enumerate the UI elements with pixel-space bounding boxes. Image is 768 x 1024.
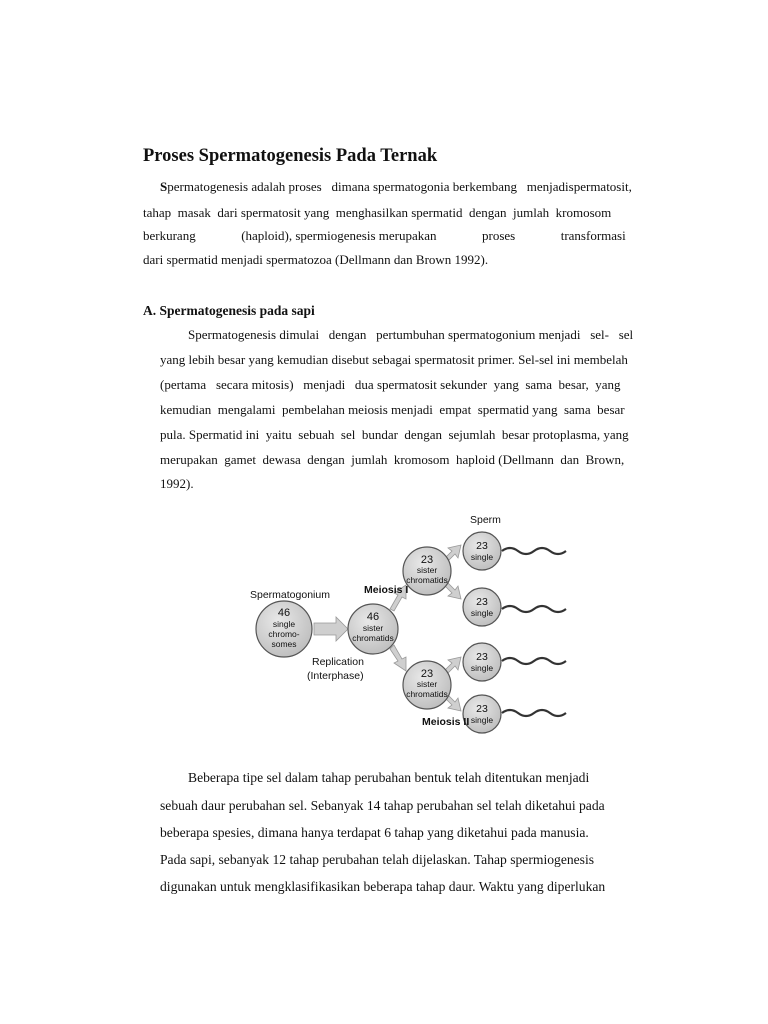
- body-line: Beberapa tipe sel dalam tahap perubahan bentuk telah ditentukan menjadi: [188, 770, 590, 785]
- section-line: kemudian mengalami pembelahan meiosis menjadi empat spermatid yang sama besar: [160, 402, 625, 417]
- intro-line-1-text: permatogenesis adalah proses dimana spermatogonia berkembang menjadispermatosit,: [167, 179, 632, 194]
- sperm-tail: [502, 658, 566, 664]
- intro-line-1: [160, 179, 632, 194]
- sperm-tail: [502, 548, 566, 554]
- sperm-text: 23: [476, 703, 488, 715]
- section-line: pula. Spermatid ini yaitu sebuah sel bundar dengan sejumlah besar protoplasma, yang: [160, 427, 629, 442]
- arrow-replication: [314, 617, 348, 641]
- cell-text: somes: [271, 639, 297, 649]
- intro-line-2: tahap masak dari spermatosit yang menghasilkan spermatid dengan jumlah kromosom: [143, 205, 612, 220]
- section-line: Spermatogenesis dimulai dengan pertumbuhan spermatogonium menjadi sel- sel: [188, 327, 634, 342]
- spermatogenesis-diagram: [240, 505, 570, 735]
- intro-drop-letter: S: [160, 179, 168, 194]
- cell-text: sister: [416, 679, 438, 689]
- label-meiosis-2: Meiosis II: [422, 716, 470, 728]
- sperm-text: single: [470, 663, 494, 673]
- label-interphase: (Interphase): [307, 670, 364, 682]
- cell-text: chromo-: [268, 629, 300, 639]
- sperm-text: single: [470, 715, 494, 725]
- sperm-text: 23: [476, 540, 488, 552]
- sperm-text: 23: [476, 651, 488, 663]
- arrow-meiosis1-down: [390, 645, 406, 671]
- body-line: digunakan untuk mengklasifikasikan beberapa tahap daur. Waktu yang diperlukan: [160, 879, 606, 894]
- cell-text: sister: [362, 623, 384, 633]
- cell-text: 23: [420, 668, 434, 680]
- cell-text: 23: [420, 554, 434, 566]
- sperm-text: single: [470, 552, 494, 562]
- label-replication: Replication: [312, 656, 364, 668]
- sperm-text: 23: [476, 596, 488, 608]
- cell-text: chromatids: [406, 689, 448, 699]
- cell-text: single: [272, 619, 296, 629]
- label-sperm: Sperm: [470, 514, 501, 526]
- label-meiosis-1: Meiosis I: [364, 584, 409, 596]
- page-title: Proses Spermatogenesis Pada Ternak: [143, 146, 438, 166]
- section-line: merupakan gamet dewasa dengan jumlah kromosom haploid (Dellmann dan Brown,: [160, 452, 625, 467]
- section-line: yang lebih besar yang kemudian disebut sebagai spermatosit primer. Sel-sel ini membelah: [160, 352, 628, 367]
- body-line: sebuah daur perubahan sel. Sebanyak 14 tahap perubahan sel telah diketahui pada: [160, 798, 605, 813]
- cell-text: chromatids: [406, 575, 448, 585]
- cell-text: 46: [366, 611, 380, 623]
- cell-text: chromatids: [352, 633, 394, 643]
- intro-line-3: berkurang (haploid), spermiogenesis merupakan proses transformasi: [143, 228, 626, 243]
- cell-text: 46: [277, 607, 291, 619]
- label-spermatogonium: Spermatogonium: [250, 589, 330, 601]
- sperm-tail: [502, 606, 566, 612]
- section-line: (pertama secara mitosis) menjadi dua spermatosit sekunder yang sama besar, yang: [160, 377, 621, 392]
- body-line: Pada sapi, sebanyak 12 tahap perubahan telah dijelaskan. Tahap spermiogenesis: [160, 852, 595, 867]
- section-heading: A. Spermatogenesis pada sapi: [143, 303, 315, 318]
- intro-line-4: dari spermatid menjadi spermatozoa (Dellmann dan Brown 1992).: [143, 252, 489, 267]
- sperm-tail: [502, 710, 566, 716]
- body-line: beberapa spesies, dimana hanya terdapat 6 tahap yang diketahui pada manusia.: [160, 825, 589, 840]
- cell-text: sister: [416, 565, 438, 575]
- section-line: 1992).: [160, 476, 194, 491]
- sperm-text: single: [470, 608, 494, 618]
